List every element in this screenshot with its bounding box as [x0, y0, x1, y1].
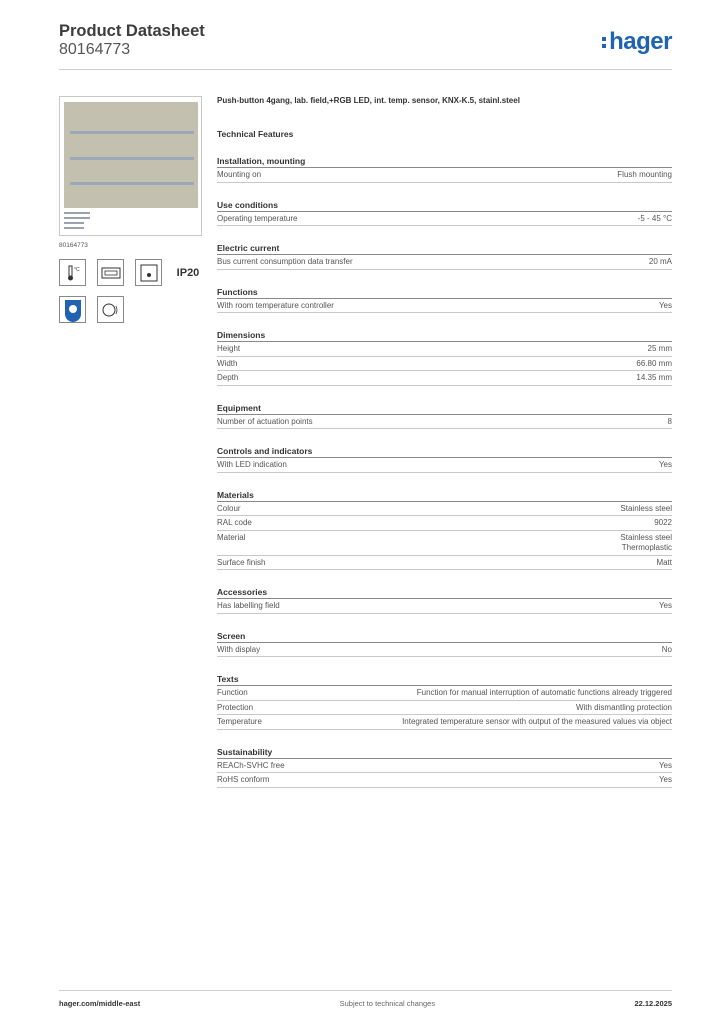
feature-label: Function: [217, 688, 248, 697]
feature-label: RAL code: [217, 518, 252, 527]
feature-value: Yes: [658, 460, 672, 469]
article-caption: 80164773: [59, 242, 88, 249]
push-button-plate: [64, 102, 198, 208]
feature-row: [217, 643, 672, 658]
feature-row: [217, 357, 672, 372]
feature-value: -5 - 45 °C: [637, 213, 672, 223]
section-title: Accessories: [217, 587, 672, 599]
feature-label: Operating temperature: [217, 213, 298, 223]
feature-row: [217, 342, 672, 357]
feature-label: REACh-SVHC free: [217, 760, 285, 770]
section-title: Texts: [217, 674, 672, 686]
section-title: Equipment: [217, 403, 672, 415]
feature-row: [217, 212, 672, 227]
feature-row: [217, 255, 672, 270]
feature-value: Flush mounting: [617, 170, 672, 179]
variant-thumbnails: [64, 212, 90, 232]
feature-row: [217, 516, 672, 531]
feature-row: [217, 686, 672, 701]
feature-row: [217, 415, 672, 430]
feature-label: Mounting on: [217, 170, 262, 179]
ip20-rating: IP20: [173, 259, 203, 286]
feature-row: [217, 599, 672, 614]
feature-label: Depth: [217, 373, 239, 382]
section-title: Materials: [217, 490, 672, 502]
feature-value: Yes: [658, 601, 672, 610]
footer-date: 22.12.2025: [634, 999, 672, 1008]
sensor-icon: [135, 259, 162, 286]
feature-value: 14.35 mm: [636, 373, 672, 382]
article-number: 80164773: [59, 41, 131, 58]
eco-passport-icon: [59, 296, 86, 323]
product-image: [59, 96, 202, 236]
feature-label: Height: [217, 344, 241, 353]
feature-value: Yes: [658, 760, 672, 770]
feature-row: [217, 299, 672, 314]
page-footer: [59, 990, 672, 1008]
feature-label: Colour: [217, 503, 241, 513]
feature-section: [217, 156, 672, 183]
feature-value: With dismantling protection: [575, 702, 672, 712]
footer-website: hager.com/middle-east: [59, 999, 141, 1008]
feature-label: With display: [217, 644, 261, 654]
technical-data: [217, 96, 672, 788]
feature-section: [217, 490, 672, 571]
feature-section: [217, 200, 672, 227]
section-title: Electric current: [217, 243, 672, 255]
feature-label: Temperature: [217, 717, 262, 726]
temperature-icon: [59, 259, 86, 286]
feature-label: Has labelling field: [217, 601, 280, 610]
section-title: Use conditions: [217, 200, 672, 212]
section-title: Installation, mounting: [217, 156, 672, 168]
feature-value: 25 mm: [647, 344, 672, 353]
feature-section: [217, 631, 672, 658]
feature-section: [217, 330, 672, 386]
feature-row: [217, 458, 672, 473]
feature-label: Protection: [217, 702, 254, 712]
feature-row: [217, 715, 672, 730]
feature-value: 66.80 mm: [636, 358, 672, 368]
feature-label: RoHS conform: [217, 775, 270, 784]
feature-row: [217, 773, 672, 788]
feature-section: [217, 674, 672, 730]
logo-text: hager: [609, 28, 672, 55]
feature-value: Stainless steel: [620, 503, 672, 513]
feature-value: Yes: [658, 775, 672, 784]
feature-section: [217, 747, 672, 788]
feature-label: With LED indication: [217, 460, 287, 469]
feature-section: [217, 403, 672, 430]
feature-row: [217, 531, 672, 556]
feature-row: [217, 168, 672, 183]
feature-label: Width: [217, 358, 238, 368]
wireless-icon: [97, 296, 124, 323]
technical-features-heading: Technical Features: [217, 129, 294, 139]
feature-label: Number of actuation points: [217, 416, 313, 426]
feature-value: 8: [667, 416, 672, 426]
feature-value: Function for manual interruption of automatic functions already triggered: [416, 688, 672, 697]
feature-value: Stainless steel Thermoplastic: [620, 532, 672, 552]
feature-value: Matt: [656, 557, 672, 567]
feature-section: [217, 446, 672, 473]
section-title: Controls and indicators: [217, 446, 672, 458]
feature-section: [217, 243, 672, 270]
feature-label: Bus current consumption data transfer: [217, 257, 353, 266]
feature-value: 20 mA: [648, 257, 672, 266]
product-panel: [59, 96, 202, 323]
svg-text:°C: °C: [73, 266, 80, 273]
page-title: Product Datasheet: [59, 22, 205, 40]
feature-section: [217, 287, 672, 314]
feature-sections: [217, 156, 672, 788]
section-title: Functions: [217, 287, 672, 299]
feature-value: Yes: [658, 300, 672, 310]
feature-row: [217, 556, 672, 571]
feature-value: 9022: [654, 518, 672, 527]
certification-icons: [59, 259, 202, 323]
feature-label: Material: [217, 532, 246, 542]
hager-logo: [602, 28, 672, 56]
product-description: Push-button 4gang, lab. field,+RGB LED, int. temp. sensor, KNX-K.5, stainl.steel: [217, 96, 520, 105]
feature-value: No: [661, 644, 672, 654]
feature-row: [217, 701, 672, 716]
feature-row: [217, 502, 672, 517]
feature-label: With room temperature controller: [217, 300, 334, 310]
section-title: Dimensions: [217, 330, 672, 342]
section-title: Screen: [217, 631, 672, 643]
feature-section: [217, 587, 672, 614]
feature-label: Surface finish: [217, 557, 266, 567]
display-icon: [97, 259, 124, 286]
section-title: Sustainability: [217, 747, 672, 759]
footer-note: Subject to technical changes: [339, 999, 436, 1008]
page-header: [59, 22, 672, 70]
feature-row: [217, 759, 672, 774]
feature-row: [217, 371, 672, 386]
feature-value: Integrated temperature sensor with output of the measured values via object: [402, 717, 672, 726]
